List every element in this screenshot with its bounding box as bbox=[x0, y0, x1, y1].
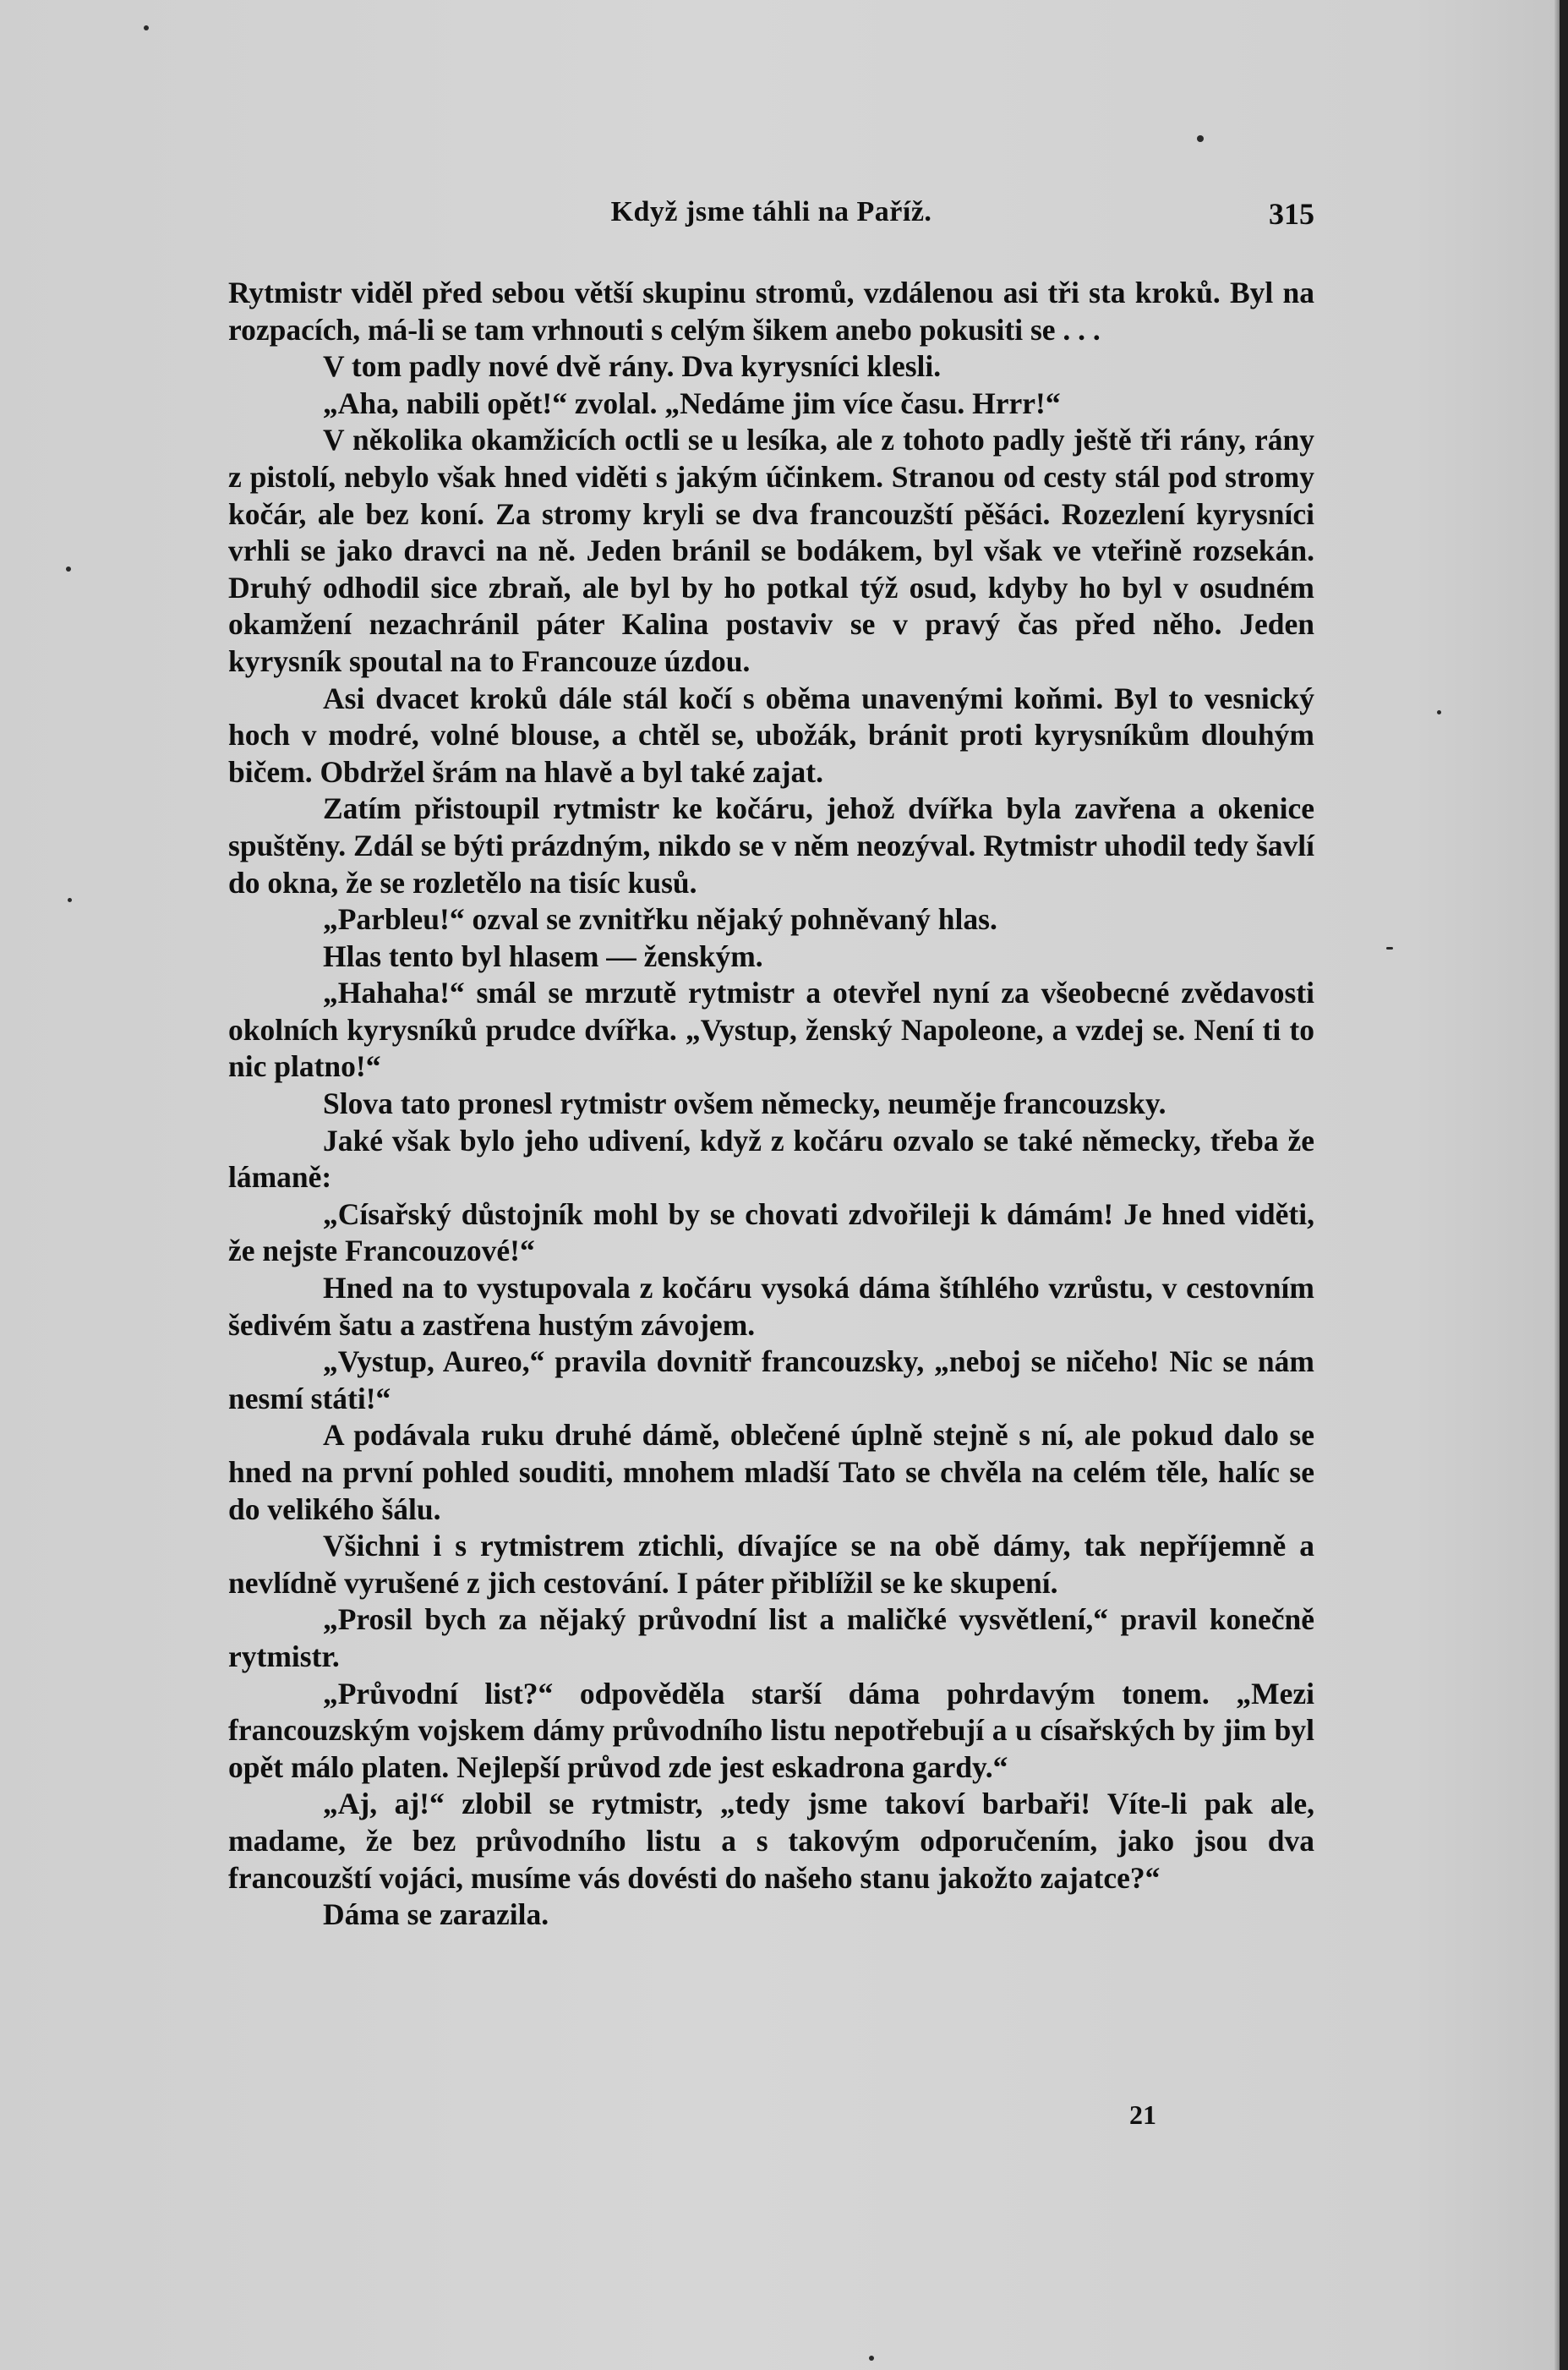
scan-speck bbox=[1437, 710, 1441, 714]
scan-speck bbox=[1197, 135, 1204, 142]
scan-speck bbox=[66, 567, 71, 572]
paragraph: Asi dvacet kroků dále stál kočí s oběma unavenými koňmi. Byl to vesnický hoch v modré, volné blouse, a chtěl se, ubožák, bránit proti kyrysníkům dlouhým bičem. Obdržel šrám na hlavě a byl také zajat. bbox=[228, 681, 1314, 789]
paragraph: Zatím přistoupil rytmistr ke kočáru, jehož dvířka byla zavřena a okenice spuštěny. Zdál se býti prázdným, nikdo se v něm neozýval. Rytmistr uhodil tedy šavlí do okna, že se rozletělo na tisíc kusů. bbox=[228, 791, 1314, 900]
paragraph: Dáma se zarazila. bbox=[323, 1897, 549, 1932]
paragraph: V několika okamžicích octli se u lesíka, ale z tohoto padly ještě tři rány, rány z pistolí, nebylo však hned viděti s jakým účinkem. Stranou od cesty stál pod stromy kočár, ale bez koní. Za stromy kryli se dva francouzští pěšáci. Rozezlení kyrysníci vrhli se jako dravci na ně. Jeden bránil se bodákem, byl však ve vteřině rozsekán. Druhý odhodil sice zbraň, ale byl by ho potkal týž osud, kdyby ho byl v osudném okamžení nezachránil páter Kalina postaviv se v pravý čas před něho. Jeden kyrysník spoutal na to Francouze úzdou. bbox=[228, 423, 1314, 678]
scan-speck bbox=[144, 25, 149, 30]
paragraph: „Aha, nabili opět!“ zvolal. „Nedáme jim více času. Hrrr!“ bbox=[323, 386, 1061, 420]
scan-speck bbox=[869, 2356, 874, 2361]
paragraph: „Vystup, Aureo,“ pravila dovnitř francouzsky, „neboj se ničeho! Nic se nám nesmí státi!“ bbox=[228, 1344, 1314, 1415]
paragraph: Slova tato pronesl rytmistr ovšem německy, neuměje francouzsky. bbox=[323, 1086, 1166, 1121]
scan-speck bbox=[1386, 947, 1393, 950]
paragraph: Hlas tento byl hlasem — ženským. bbox=[323, 939, 763, 973]
paragraph: „Průvodní list?“ odpověděla starší dáma pohrdavým tonem. „Mezi francouzským vojskem dámy průvodního listu nepotřebují a u císařských by jim byl opět málo platen. Nejlepší průvod zde jest eskadrona gardy.“ bbox=[228, 1676, 1314, 1784]
paragraph: Hned na to vystupovala z kočáru vysoká dáma štíhlého vzrůstu, v cestovním šedivém šatu a zastřena hustým závojem. bbox=[228, 1271, 1314, 1342]
paragraph: V tom padly nové dvě rány. Dva kyrysníci klesli. bbox=[323, 349, 942, 384]
paragraph: „Aj, aj!“ zlobil se rytmistr, „tedy jsme takoví barbaři! Víte-li pak ale, madame, že bez průvodního listu a s takovým odporučením, jako jsou dva francouzští vojáci, musíme vás dovésti do našeho stanu jakožto zajatce?“ bbox=[228, 1787, 1314, 1895]
running-title: Když jsme táhli na Paříž. bbox=[610, 196, 932, 227]
scan-border bbox=[1560, 0, 1568, 2370]
page-number: 315 bbox=[1269, 197, 1314, 231]
paragraph: „Hahaha!“ smál se mrzutě rytmistr a otevřel nyní za všeobecné zvědavosti okolních kyrysníků prudce dvířka. „Vystup, ženský Napoleone, a vzdej se. Není ti to nic platno!“ bbox=[228, 976, 1314, 1084]
body-text bbox=[228, 275, 1314, 1934]
paragraph: A podávala ruku druhé dámě, oblečené úplně stejně s ní, ale pokud dalo se hned na první pohled souditi, mnohem mladší Tato se chvěla na celém těle, halíc se do velikého šálu. bbox=[228, 1418, 1314, 1526]
paragraph: „Parbleu!“ ozval se zvnitřku nějaký pohněvaný hlas. bbox=[323, 902, 997, 937]
scan-speck bbox=[68, 898, 72, 902]
paragraph: „Císařský důstojník mohl by se chovati zdvořileji k dámám! Je hned viděti, že nejste Francouzové!“ bbox=[228, 1196, 1314, 1268]
paragraph: „Prosil bych za nějaký průvodní list a maličké vysvětlení,“ pravil konečně rytmistr. bbox=[228, 1602, 1314, 1673]
paragraph: Rytmistr viděl před sebou větší skupinu stromů, vzdálenou asi tři sta kroků. Byl na rozpacích, má-li se tam vrhnouti s celým šikem anebo pokusiti se . . . bbox=[228, 276, 1314, 347]
paragraph: Všichni i s rytmistrem ztichli, dívajíce se na obě dámy, tak nepříjemně a nevlídně vyrušené z jich cestování. I páter přiblížil se ke skupení. bbox=[228, 1529, 1314, 1600]
running-head bbox=[228, 196, 1314, 238]
signature-mark: 21 bbox=[1129, 2099, 1156, 2130]
paragraph: Jaké však bylo jeho udivení, když z kočáru ozvalo se také německy, třeba že lámaně: bbox=[228, 1123, 1314, 1195]
